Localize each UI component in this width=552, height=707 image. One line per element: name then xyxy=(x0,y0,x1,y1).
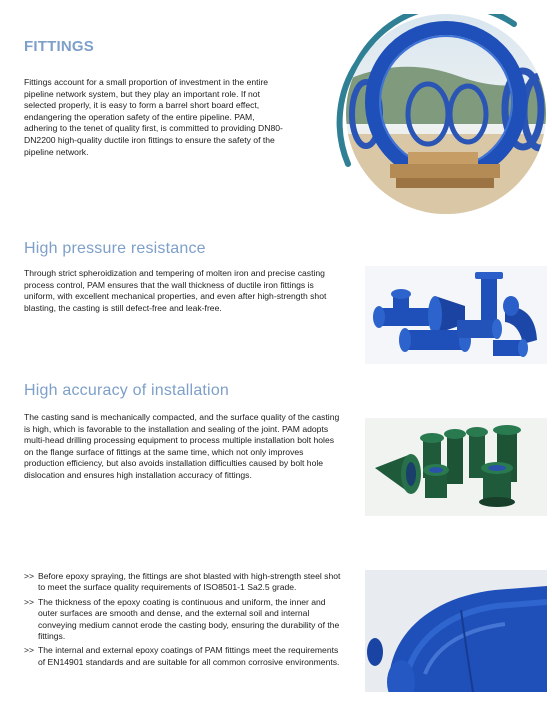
blue-fittings-photo xyxy=(365,266,547,364)
section-title-fittings: FITTINGS xyxy=(24,38,94,55)
list-item: >> The thickness of the epoxy coating is continuous and uniform, the inner and outer surfaces are smooth and dense, and the external soil and internal conveying medium cannot erode the casting body, ensuring the durability of the fittings. xyxy=(24,596,340,642)
section-text-installation: The casting sand is mechanically compacted, and the surface quality of the casting is high, which is favorable to the installation and sealing of the joint. PAM adopts multi-head drilling processing equipment to process multiple installation bolt holes on the flange surface of fittings at the same time, which not only improves production efficiency, but also avoids installation difficulties caused by bolt hole dislocation and ensures high installation accuracy of fittings. xyxy=(24,412,340,480)
section-title-installation: High accuracy of installation xyxy=(24,382,230,399)
blue-elbow-photo xyxy=(365,570,547,692)
coating-bullet-list xyxy=(24,571,344,671)
section-text-high-pressure: Through strict spheroidization and tempering of molten iron and precise casting process control, PAM ensures that the wall thickness of ductile iron fittings is uniform, with excellent mechanical properties, and even after high-strength shot blasting, the casting is still defect-free and leak-free. xyxy=(24,268,327,313)
section-title-high-pressure: High pressure resistance xyxy=(24,240,206,257)
section-text-fittings: Fittings account for a small proportion of investment in the entire pipeline network system, but they play an important role. If not selected properly, it is easy to form a barrel short board effect, endangering the operation safety of the entire pipeline. PAM, adhering to the tenet of quality first, is committed to providing DN80-DN2200 high-quality ductile iron fittings to ensure the safety of the pipeline network. xyxy=(24,77,283,157)
list-item: >> The internal and external epoxy coatings of PAM fittings meet the requirements of EN14901 standards and are suitable for all common corrosive environments. xyxy=(24,645,340,667)
fittings-hero-photo xyxy=(318,14,552,214)
list-item: >> Before epoxy spraying, the fittings are shot blasted with high-strength steel shot to meet the surface quality requirements of ISO8501-1 Sa2.5 grade. xyxy=(24,571,341,593)
green-fittings-photo xyxy=(365,418,547,516)
